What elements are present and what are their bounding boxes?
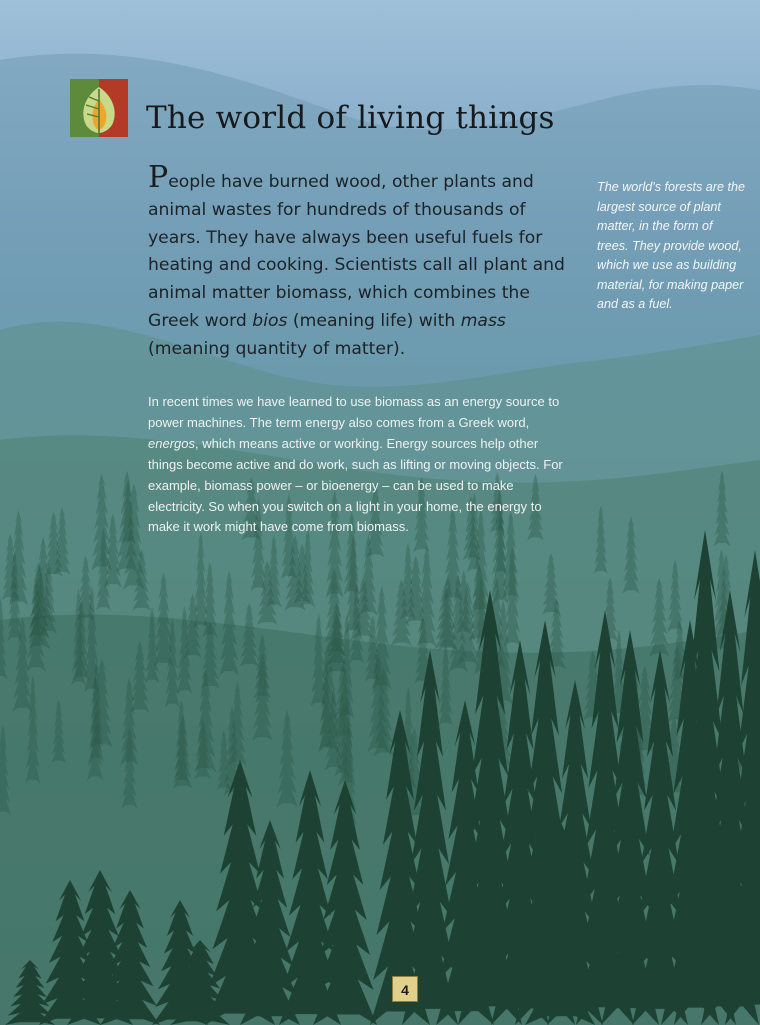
body-text: , which means active or working. Energy sources help other things become active and do work, such as lifting or moving objects. For example, biomass power – or bioenergy – can be used to make electricity. So when you switch on a light in your home, the energy to make it work might have come from biomass. xyxy=(148,435,563,535)
lead-text: eople have burned wood, other plants and animal wastes for hundreds of thousands of years. They have always been useful fuels for heating and cooking. Scientists call all plant and animal matter biomass, which combines the Greek word xyxy=(148,172,565,331)
lead-text: (meaning quantity of matter). xyxy=(148,338,406,359)
lead-text: (meaning life) with xyxy=(287,310,461,331)
photo-caption: The world's forests are the largest source of plant matter, in the form of trees. They provide wood, which we use as building material, for making paper and as a fuel. xyxy=(597,180,745,311)
page-number: 4 xyxy=(392,976,418,1002)
lead-italic-bios: bios xyxy=(252,310,288,331)
body-paragraph xyxy=(148,392,568,538)
leaf-flame-icon xyxy=(70,79,128,137)
drop-cap: P xyxy=(148,160,169,195)
lead-italic-mass: mass xyxy=(460,310,506,331)
body-text: In recent times we have learned to use biomass as an energy source to power machines. The term energy also comes from a Greek word, xyxy=(148,394,560,430)
lead-paragraph xyxy=(148,160,578,364)
page-title: The world of living things xyxy=(146,100,555,136)
body-italic-energos: energos xyxy=(148,435,195,451)
